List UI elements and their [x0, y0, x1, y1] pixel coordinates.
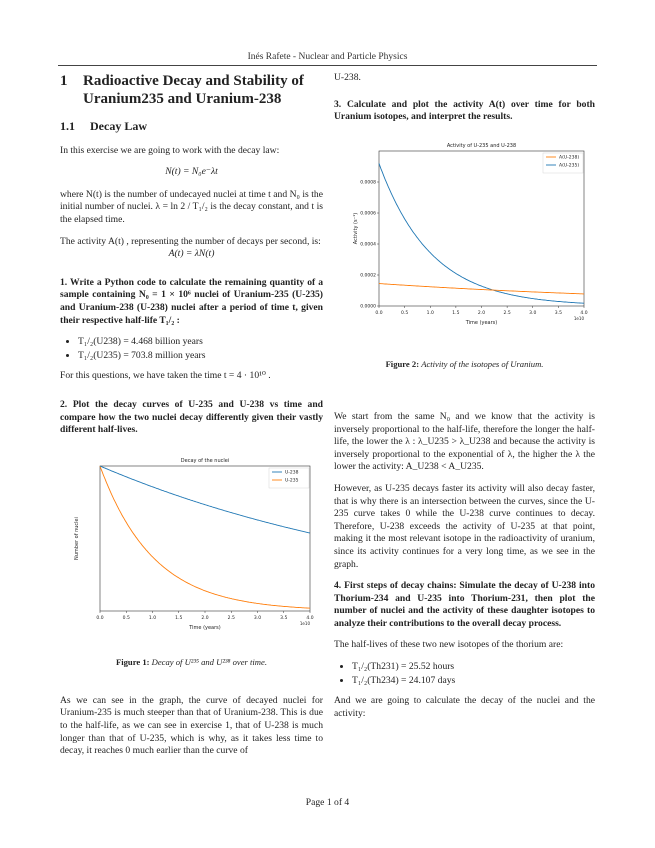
list-item: • T₁/₂(U238) = 4.468 billion years	[78, 336, 323, 349]
thorium-list	[334, 661, 595, 687]
decay-chart	[60, 446, 323, 646]
x-tick-label: 1.0	[148, 615, 157, 621]
question-3: 3. Calculate and plot the activity A(t) over time for both Uranium isotopes, and interpret the results.	[334, 98, 595, 123]
x-tick-label: 3.0	[253, 615, 262, 621]
y-tick-label: 0.0002	[360, 273, 376, 279]
y-tick-label: 0.0004	[360, 242, 376, 248]
activity-chart	[334, 133, 595, 348]
figure-1-caption: Figure 1: Decay of U²³⁵ and U²³⁸ over time.	[116, 657, 267, 668]
thorium-intro: The half-lives of these two new isotopes of the thorium are:	[334, 639, 564, 651]
question-2: 2. Plot the decay curves of U-235 and U-238 vs time and compare how the two nuclei decay differently given their vastly different half-lives.	[60, 398, 323, 436]
figure-2	[334, 133, 595, 353]
series-line-a-u-235-	[379, 163, 584, 303]
x-scale-note: 1e10	[573, 315, 584, 321]
figure-2-caption: Figure 2: Activity of the isotopes of Uranium.	[385, 359, 544, 370]
intro-text: In this exercise we are going to work with the decay law:	[60, 144, 280, 156]
x-tick-label: 2.5	[227, 615, 235, 621]
chart-title: Activity of U-235 and U-238	[446, 142, 517, 149]
y-tick-label: 0.0008	[360, 180, 376, 186]
final-text: And we are going to calculate the decay of the nuclei and the activity:	[334, 695, 595, 719]
series-line-a-u-238-	[379, 283, 584, 293]
x-axis-label: Time (years)	[189, 624, 221, 631]
right-paragraph-2: However, as U-235 decays faster its activity will also decay faster, that is why there is an intersection between the curves, since the U-235 curve takes 0 while the U-238 curve continues to decay. Therefore, U-238 exceeds the activity of U-235 at that point, making it the most relevant isotope in the radioactivity of uranium, since its activity continues for a very long time, as we see in the graph.	[334, 482, 595, 570]
x-tick-label: 0.5	[401, 310, 409, 316]
x-scale-note: 1e10	[299, 620, 310, 626]
legend-label: A(U-238)	[559, 155, 580, 161]
legend-label: U-238	[285, 470, 299, 476]
x-tick-label: 3.0	[529, 310, 537, 316]
question-1: 1. Write a Python code to calculate the remaining quantity of a sample containing N₀ = 1 × 10⁶ nuclei of Uranium-235 (U-235) and Uranium-238 (U-238) nuclei after a period of time t, given their respective half-life T₁/₂ :	[60, 276, 323, 326]
figure-1	[60, 446, 323, 651]
y-axis-label: Activity (s⁻¹)	[353, 212, 359, 245]
x-tick-label: 4.0	[306, 615, 314, 621]
right-column	[334, 72, 595, 729]
y-tick-label: 0.0006	[360, 211, 376, 217]
x-tick-label: 2.0	[477, 310, 486, 316]
right-paragraph-1: We start from the same N₀ and we know that the activity is inversely proportional to the half-life, therefore the longer the half-life, the lower the λ : λ_U235 > λ_U238 and because the activity is inversely proportional to the exponential of λ, the higher the λ the lower the activity: A_U238 < A_U235.	[334, 410, 595, 473]
x-tick-label: 3.5	[554, 310, 562, 316]
running-header: Inés Rafete - Nuclear and Particle Physics	[58, 52, 597, 66]
list-item: • T₁/₂(Th234) = 24.107 days	[352, 675, 595, 688]
x-tick-label: 4.0	[580, 310, 588, 316]
continued-text: U-238.	[334, 72, 361, 83]
question-4: 4. First steps of decay chains: Simulate the decay of U-238 into Thorium-234 and U-235 into Thorium-231, then plot the number of nuclei and the activity of these daughter isotopes to analyze their contributions to the overall decay process.	[334, 580, 595, 629]
page-footer: Page 1 of 4	[305, 797, 350, 808]
decay-law-equation: N(t) = N₀e⁻λt	[165, 166, 218, 178]
y-axis-label: Number of nuclei	[74, 516, 80, 560]
left-paragraph: As we can see in the graph, the curve of decayed nuclei for Uranium-235 is much steeper than that of Uranium-238. This is due to the half-life, as we can see in exercise 1, that of U-238 is much longer than that of U-235, which is why, as it takes less time to decay, it reaches 0 much earlier than the curve of	[60, 694, 323, 757]
y-tick-label: 0.0000	[360, 304, 376, 310]
list-item: • T₁/₂(Th231) = 25.52 hours	[352, 661, 595, 674]
plot-frame	[379, 151, 584, 306]
x-tick-label: 1.5	[452, 310, 460, 316]
x-tick-label: 0.5	[122, 615, 130, 621]
x-tick-label: 0.0	[375, 310, 383, 316]
subsection-heading: 1.1 Decay Law	[60, 119, 147, 133]
x-axis-label: Time (years)	[465, 319, 498, 326]
x-tick-label: 1.0	[426, 310, 434, 316]
x-tick-label: 2.0	[201, 615, 209, 621]
legend-label: U-235	[285, 478, 299, 484]
left-column	[60, 72, 323, 767]
activity-intro: The activity A(t) , representing the number of decays per second, is:	[60, 235, 321, 247]
x-tick-label: 3.5	[280, 615, 288, 621]
where-text: where N(t) is the number of undecayed nuclei at time t and N₀ is the initial number of nuclei. λ = ln 2 / T₁/₂ is the decay constant, and t is the elapsed time.	[60, 188, 323, 225]
half-life-list	[60, 336, 323, 362]
list-item: • T₁/₂(U235) = 703.8 million years	[78, 350, 323, 363]
x-tick-label: 2.5	[503, 310, 511, 316]
legend-label: A(U-235)	[559, 163, 580, 169]
chart-title: Decay of the nuclei	[180, 457, 230, 464]
x-tick-label: 0.0	[96, 615, 104, 621]
x-tick-label: 1.5	[175, 615, 183, 621]
time-note: For this questions, we have taken the time t = 4 · 10¹⁰ .	[60, 370, 271, 382]
section-heading: 1 Radioactive Decay and Stability of Uranium235 and Uranium-238	[60, 73, 304, 107]
activity-equation: A(t) = λN(t)	[168, 248, 215, 260]
